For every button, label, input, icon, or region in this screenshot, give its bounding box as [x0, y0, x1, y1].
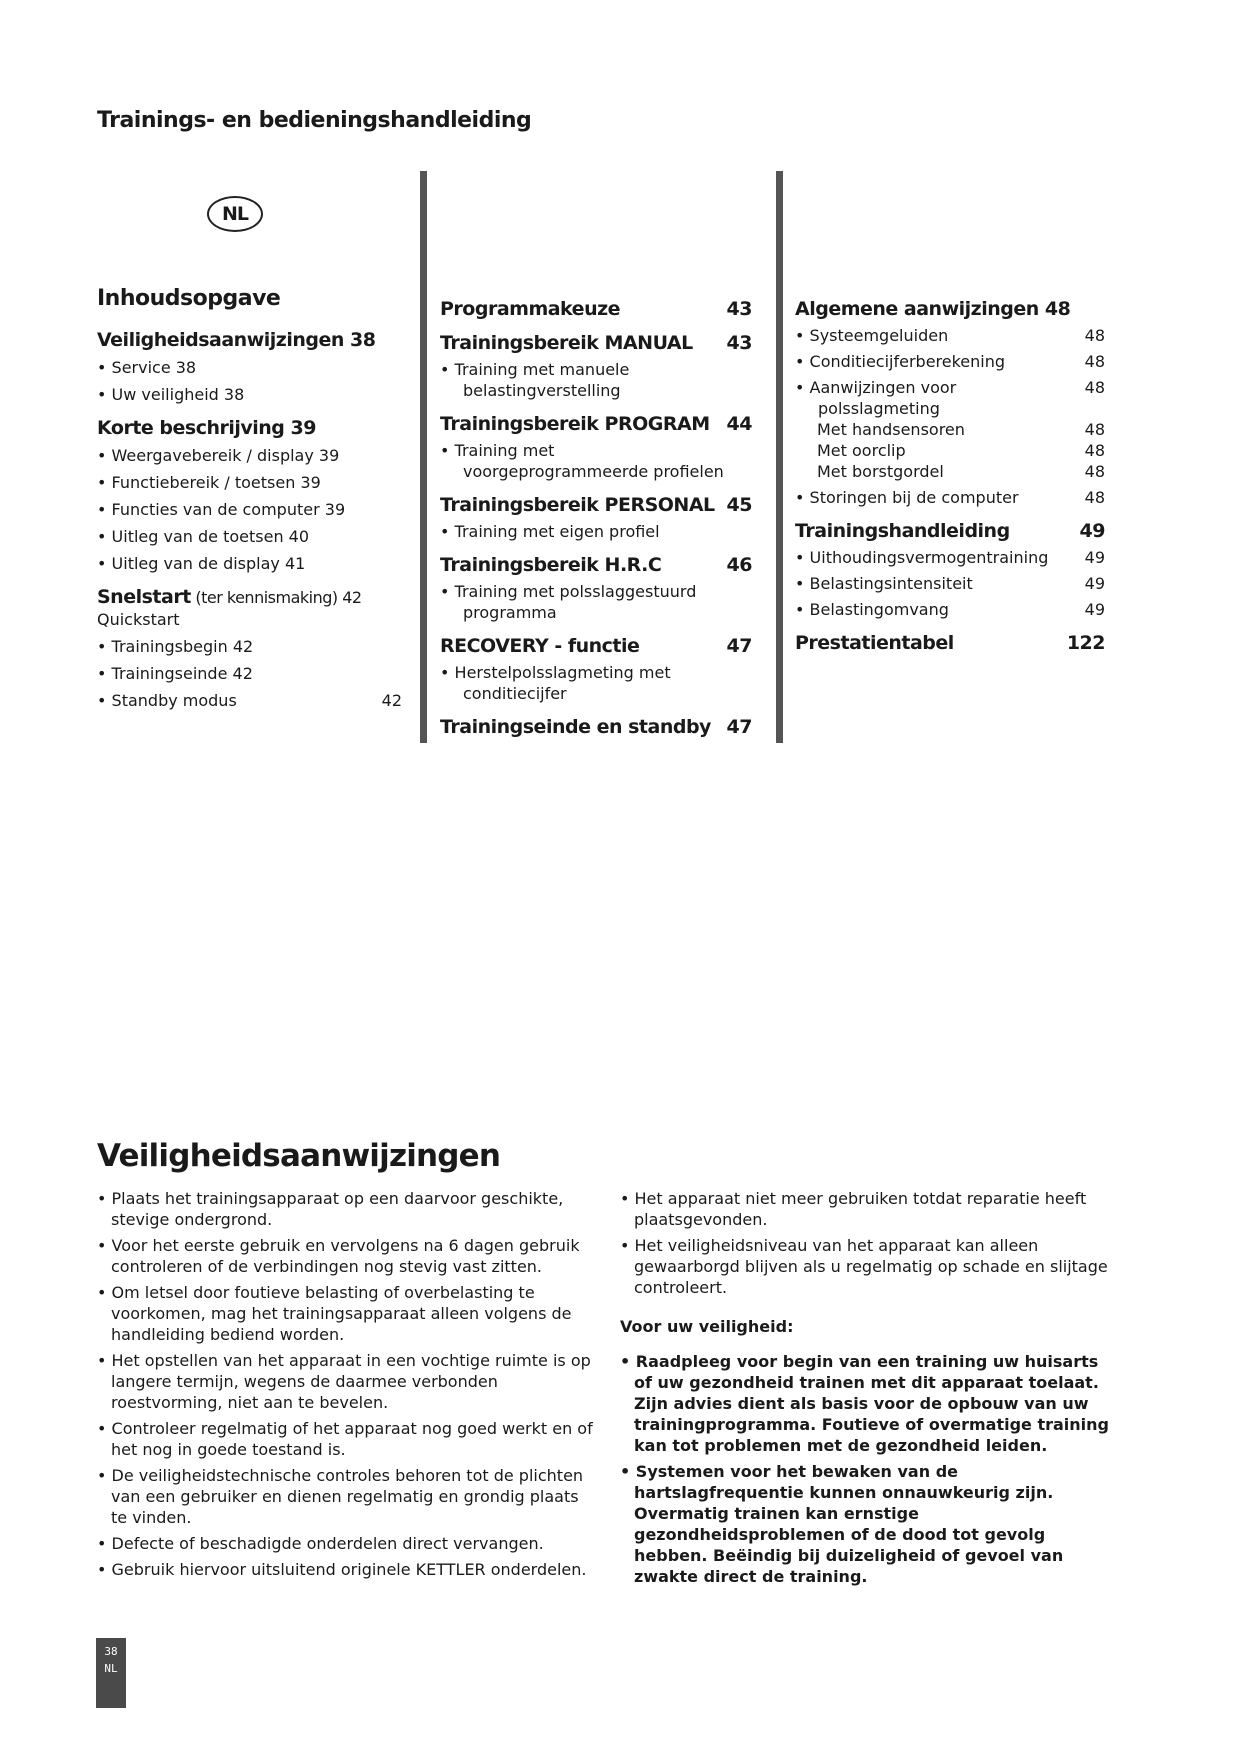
toc-item-line	[440, 359, 629, 380]
toc-item-lines	[440, 581, 696, 623]
toc-item[interactable]	[795, 325, 1105, 346]
bullet-icon: •	[97, 554, 112, 573]
toc-heading-label	[795, 632, 954, 654]
toc-heading-text: Korte beschrijving 39	[97, 417, 316, 439]
toc-item-text: Weergavebereik / display 39	[111, 446, 340, 465]
toc-item-text: Uitleg van de display 41	[111, 554, 306, 573]
safety-right-column	[620, 1188, 1120, 1592]
toc-item[interactable]	[795, 351, 1105, 372]
toc-item-text: Training met	[454, 441, 555, 460]
toc-item-text: Belastingomvang	[809, 600, 949, 619]
toc-item-line	[440, 440, 724, 461]
toc-item-line	[97, 526, 309, 547]
toc-heading[interactable]	[97, 329, 402, 351]
toc-item-line	[440, 461, 724, 482]
page-number-tab	[96, 1638, 126, 1708]
toc-subitem[interactable]	[795, 440, 1105, 461]
toc-page-number: 48	[1084, 441, 1105, 460]
toc-item-lines	[97, 472, 321, 493]
toc-item[interactable]	[97, 690, 402, 711]
toc-item-line	[97, 499, 345, 520]
toc-heading[interactable]	[440, 332, 752, 354]
toc-item-lines	[97, 384, 244, 405]
bullet-icon: •	[795, 326, 810, 345]
toc-column-1	[97, 286, 402, 711]
toc-item-line	[440, 662, 671, 683]
toc-heading[interactable]	[795, 520, 1105, 542]
toc-item-line	[440, 602, 696, 623]
toc-item-lines	[97, 553, 305, 574]
safety-item: • Voor het eerste gebruik en vervolgens na 6 dagen gebruik controleren of de verbindingen nog stevig vast zitten.	[97, 1236, 580, 1276]
toc-item-line	[97, 663, 253, 684]
toc-heading-suffix: (ter kennismaking) 42	[190, 588, 362, 607]
toc-page-number: 48	[1084, 462, 1105, 481]
toc-plain-item[interactable]: Quickstart	[97, 610, 180, 629]
toc-item-text: Herstelpolsslagmeting met	[454, 663, 671, 682]
bullet-icon: •	[795, 548, 810, 567]
safety-item: • Plaats het trainingsapparaat op een daarvoor geschikte, stevige ondergrond.	[97, 1189, 564, 1229]
toc-heading-label	[795, 520, 1010, 542]
toc-item-text: Functies van de computer 39	[111, 500, 346, 519]
toc-heading-label	[440, 554, 661, 576]
toc-item-text: Training met manuele	[454, 360, 630, 379]
toc-heading[interactable]	[440, 716, 752, 738]
toc-item[interactable]	[97, 445, 402, 466]
toc-page-number: 48	[1084, 488, 1105, 507]
bullet-icon: •	[795, 600, 810, 619]
toc-item-lines	[795, 487, 1019, 508]
toc-item[interactable]	[795, 487, 1105, 508]
safety-subheading: Voor uw veiligheid:	[620, 1317, 794, 1336]
bullet-icon: •	[97, 691, 112, 710]
toc-page-number: 48	[1084, 352, 1105, 371]
toc-heading[interactable]	[440, 554, 752, 576]
toc-heading[interactable]	[795, 632, 1105, 654]
toc-page-number: 42	[381, 691, 402, 710]
bullet-icon: •	[440, 582, 455, 601]
bullet-icon: •	[97, 446, 112, 465]
toc-item-line	[440, 683, 671, 704]
toc-page-number: 45	[726, 494, 752, 516]
toc-item[interactable]	[97, 499, 402, 520]
toc-item-line	[795, 573, 973, 594]
toc-heading-label	[795, 298, 1070, 320]
toc-subitem[interactable]	[795, 461, 1105, 482]
toc-item[interactable]	[97, 526, 402, 547]
toc-item-line	[795, 547, 1048, 568]
toc-page-number: 47	[726, 716, 752, 738]
toc-item-line	[440, 380, 629, 401]
toc-page-number: 43	[726, 298, 752, 320]
toc-item-line	[97, 384, 244, 405]
toc-item-line	[97, 690, 237, 711]
toc-item[interactable]	[795, 599, 1105, 620]
toc-page-number: 48	[1084, 326, 1105, 345]
toc-item[interactable]	[440, 521, 752, 542]
toc-item-line	[97, 636, 253, 657]
toc-heading-text: Algemene aanwijzingen 48	[795, 298, 1071, 320]
toc-item-line	[97, 553, 305, 574]
toc-item[interactable]	[97, 357, 402, 378]
toc-heading-text: Prestatientabel	[795, 632, 954, 654]
toc-heading-text: Trainingsbereik H.R.C	[440, 554, 662, 576]
toc-heading[interactable]	[440, 298, 752, 320]
toc-item-lines	[440, 521, 660, 542]
toc-item-text: Uithoudingsvermogentraining	[809, 548, 1049, 567]
toc-column-2	[440, 286, 752, 738]
bullet-icon: •	[97, 358, 112, 377]
toc-item[interactable]	[795, 573, 1105, 594]
safety-warning: • Systemen voor het bewaken van de hartslagfrequentie kunnen onnauwkeurig zijn. Overmatig trainen kan ernstige gezondheidsproblemen of de dood tot gevolg hebben. Beëindig bij duizeligheid of gevoel van zwakte direct de training.	[620, 1462, 1064, 1586]
toc-item-text: Belastingsintensiteit	[809, 574, 973, 593]
toc-heading-text: Trainingsbereik MANUAL	[440, 332, 693, 354]
column-divider	[776, 171, 783, 743]
toc-heading-label	[440, 298, 620, 320]
toc-item-lines	[795, 599, 949, 620]
toc-page-number: 43	[726, 332, 752, 354]
toc-item-lines	[440, 662, 671, 704]
toc-item-text: polsslagmeting	[818, 399, 940, 418]
toc-heading-label	[97, 586, 362, 609]
toc-heading-text: Trainingshandleiding	[795, 520, 1010, 542]
bullet-icon: •	[795, 574, 810, 593]
toc-item[interactable]	[97, 663, 402, 684]
safety-item: • Het opstellen van het apparaat in een vochtige ruimte is op langere termijn, wegens de daarmee verbonden roestvorming, niet aan te bevelen.	[97, 1351, 591, 1412]
safety-item: • Het veiligheidsniveau van het apparaat kan alleen gewaarborgd blijven als u regelmatig op schade en slijtage controleert.	[620, 1236, 1108, 1297]
toc-item-text: Service 38	[111, 358, 197, 377]
column-divider	[420, 171, 427, 743]
toc-item-lines	[97, 445, 339, 466]
toc-heading[interactable]	[97, 586, 402, 609]
bullet-icon: •	[97, 473, 112, 492]
toc-title: Inhoudsopgave	[97, 286, 281, 311]
toc-item-lines	[795, 573, 973, 594]
toc-heading-text: Programmakeuze	[440, 298, 621, 320]
toc-page-number: 49	[1079, 520, 1105, 542]
toc-item[interactable]	[440, 581, 752, 623]
toc-item-text: Trainingseinde 42	[111, 664, 253, 683]
bullet-icon: •	[440, 441, 455, 460]
safety-item: • Het apparaat niet meer gebruiken totdat reparatie heeft plaatsgevonden.	[620, 1189, 1087, 1229]
bullet-icon: •	[440, 663, 455, 682]
bullet-icon: •	[440, 522, 455, 541]
toc-item[interactable]	[440, 662, 752, 704]
toc-heading[interactable]	[97, 417, 402, 439]
toc-heading-text: Trainingsbereik PROGRAM	[440, 413, 710, 435]
toc-item-text: voorgeprogrammeerde profielen	[463, 462, 724, 481]
toc-item-lines	[97, 663, 253, 684]
toc-item-lines	[795, 547, 1048, 568]
bullet-icon: •	[440, 360, 455, 379]
toc-item-text: programma	[463, 603, 557, 622]
toc-item[interactable]	[97, 472, 402, 493]
toc-heading[interactable]	[795, 298, 1105, 320]
section-title: Veiligheidsaanwijzingen	[97, 1138, 501, 1174]
toc-page-number: 47	[726, 635, 752, 657]
toc-page-number: 122	[1066, 632, 1105, 654]
toc-item-lines	[97, 636, 253, 657]
toc-item-lines	[97, 690, 237, 711]
safety-item: • Controleer regelmatig of het apparaat nog goed werkt en of het nog in goede toestand is.	[97, 1419, 593, 1459]
toc-item-lines	[97, 526, 309, 547]
toc-subitem-text: Met handsensoren	[817, 420, 965, 439]
toc-item-text: Uitleg van de toetsen 40	[111, 527, 310, 546]
toc-item[interactable]	[97, 553, 402, 574]
toc-column-3	[795, 286, 1105, 654]
toc-page-number: 49	[1084, 600, 1105, 619]
safety-left-column	[97, 1188, 597, 1585]
toc-item-text: Storingen bij de computer	[809, 488, 1019, 507]
toc-item[interactable]	[440, 359, 752, 401]
toc-item-lines	[440, 440, 724, 482]
bullet-icon: •	[795, 378, 810, 397]
toc-item-text: Functiebereik / toetsen 39	[111, 473, 321, 492]
toc-page-number: 44	[726, 413, 752, 435]
bullet-icon: •	[97, 500, 112, 519]
toc-item-line	[97, 472, 321, 493]
bullet-icon: •	[97, 637, 112, 656]
toc-item-line	[795, 351, 1005, 372]
bullet-icon: •	[97, 527, 112, 546]
toc-item[interactable]	[795, 377, 1105, 419]
toc-item-lines	[795, 325, 948, 346]
toc-item-line	[795, 599, 949, 620]
toc-item-line	[795, 487, 1019, 508]
toc-item-text: Training met eigen profiel	[454, 522, 660, 541]
toc-item-text: Systeemgeluiden	[809, 326, 949, 345]
toc-heading-text: Veiligheidsaanwijzingen 38	[97, 329, 376, 351]
toc-heading-label	[440, 635, 639, 657]
toc-item-text: Uw veiligheid 38	[111, 385, 245, 404]
toc-item-line	[795, 325, 948, 346]
toc-item-lines	[440, 359, 629, 401]
toc-item-text: Conditiecijferberekening	[809, 352, 1006, 371]
toc-item-text: Trainingsbegin 42	[111, 637, 254, 656]
toc-item-line	[795, 398, 956, 419]
safety-item: • Defecte of beschadigde onderdelen direct vervangen.	[97, 1534, 544, 1553]
toc-item-text: Standby modus	[111, 691, 237, 710]
toc-item-line	[440, 521, 660, 542]
toc-item-lines	[795, 351, 1005, 372]
bullet-icon: •	[97, 385, 112, 404]
toc-page-number: 49	[1084, 548, 1105, 567]
page-number: 38	[104, 1645, 118, 1658]
toc-item-line	[97, 445, 339, 466]
bullet-icon: •	[795, 488, 810, 507]
toc-page-number: 48	[1084, 378, 1105, 397]
toc-subitem-text: Met borstgordel	[817, 462, 944, 481]
toc-item[interactable]	[97, 636, 402, 657]
toc-item[interactable]	[97, 384, 402, 405]
toc-heading[interactable]	[440, 494, 752, 516]
toc-item-lines	[795, 377, 956, 419]
toc-heading-label	[440, 413, 710, 435]
document-title: Trainings- en bedieningshandleiding	[97, 108, 532, 133]
toc-subitem-text: Met oorclip	[817, 441, 906, 460]
toc-heading-label	[440, 332, 693, 354]
toc-heading-text: Trainingseinde en standby	[440, 716, 711, 738]
toc-item-line	[795, 377, 956, 398]
toc-heading-label	[97, 329, 375, 351]
toc-heading-text: RECOVERY - functie	[440, 635, 640, 657]
toc-item-text: Aanwijzingen voor	[809, 378, 957, 397]
toc-item-text: Training met polsslaggestuurd	[454, 582, 697, 601]
toc-page-number: 48	[1084, 420, 1105, 439]
toc-heading-label	[97, 417, 316, 439]
toc-heading-label	[440, 494, 715, 516]
page-language: NL	[104, 1662, 118, 1675]
toc-page-number: 46	[726, 554, 752, 576]
toc-page-number: 49	[1084, 574, 1105, 593]
language-badge: NL	[207, 196, 263, 232]
toc-heading-text: Snelstart	[97, 586, 191, 608]
toc-heading-label	[440, 716, 711, 738]
toc-item-lines	[97, 357, 196, 378]
bullet-icon: •	[795, 352, 810, 371]
toc-heading[interactable]	[440, 413, 752, 435]
bullet-icon: •	[97, 664, 112, 683]
toc-item[interactable]	[440, 440, 752, 482]
toc-item[interactable]	[795, 547, 1105, 568]
safety-item: • Gebruik hiervoor uitsluitend originele KETTLER onderdelen.	[97, 1560, 587, 1579]
toc-item-text: belastingverstelling	[463, 381, 621, 400]
safety-item: • De veiligheidstechnische controles behoren tot de plichten van een gebruiker en dienen regelmatig en grondig plaats te vinden.	[97, 1466, 584, 1527]
toc-heading[interactable]	[440, 635, 752, 657]
safety-warning: • Raadpleeg voor begin van een training uw huisarts of uw gezondheid trainen met dit apparaat toelaat. Zijn advies dient als basis voor de opbouw van uw trainingprogramma. Foutieve of overmatige training kan tot problemen met de gezondheid leiden.	[620, 1352, 1110, 1455]
toc-item-line	[440, 581, 696, 602]
toc-heading-text: Trainingsbereik PERSONAL	[440, 494, 715, 516]
toc-subitem[interactable]	[795, 419, 1105, 440]
toc-item-lines	[97, 499, 345, 520]
safety-item: • Om letsel door foutieve belasting of overbelasting te voorkomen, mag het trainingsapparaat alleen volgens de handleiding bediend worden.	[97, 1283, 572, 1344]
toc-item-text: conditiecijfer	[463, 684, 567, 703]
toc-item-line	[97, 357, 196, 378]
